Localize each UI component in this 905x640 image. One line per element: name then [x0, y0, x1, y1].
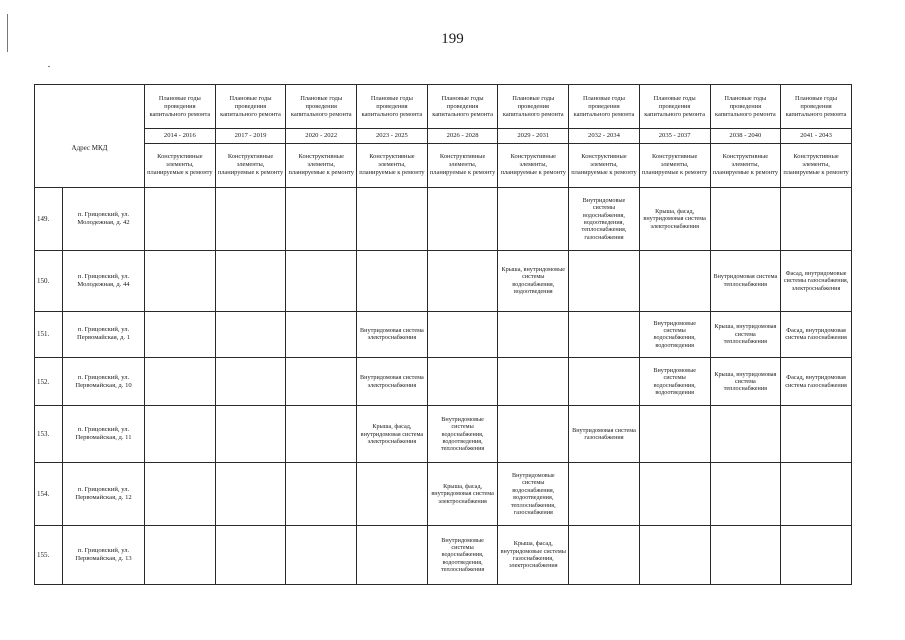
repair-cell: Внутридомовые системы водоснабжения, водоотведения, теплоснабжения, газоснабжения — [498, 463, 569, 526]
repair-cell — [781, 463, 852, 526]
period-years-8: 2038 - 2040 — [710, 129, 781, 144]
header-row-titles — [35, 85, 852, 129]
repair-cell — [145, 311, 216, 357]
table-row — [35, 250, 852, 311]
repair-cell — [286, 358, 357, 406]
period-years-6: 2032 - 2034 — [569, 129, 640, 144]
repair-cell: Внутридомовая система теплоснабжения — [710, 250, 781, 311]
period-years-9: 2041 - 2043 — [781, 129, 852, 144]
period-years-3: 2023 - 2025 — [357, 129, 428, 144]
repair-cell — [639, 526, 710, 585]
repair-cell: Внутридомовые системы водоснабжения, водоотведения — [639, 358, 710, 406]
repair-cell — [710, 463, 781, 526]
repair-cell: Внутридомовые системы водоснабжения, водоотведения, теплоснабжения — [427, 526, 498, 585]
period-elements-4: Конструктивные элементы, планируемые к ремонту — [427, 143, 498, 187]
repair-cell — [569, 463, 640, 526]
repair-cell — [357, 526, 428, 585]
repair-cell — [498, 311, 569, 357]
period-title-6: Плановые годы проведения капитального ремонта — [569, 85, 640, 129]
repair-cell — [569, 358, 640, 406]
period-elements-5: Конструктивные элементы, планируемые к ремонту — [498, 143, 569, 187]
row-number: 149. — [35, 187, 63, 250]
repair-cell — [215, 526, 286, 585]
repair-cell — [215, 187, 286, 250]
repair-cell: Внутридомовые системы водоснабжения, водоотведения, теплоснабжения, газоснабжения — [569, 187, 640, 250]
row-address: п. Грицовский, ул. Первомайская, д. 12 — [63, 463, 145, 526]
repair-cell — [286, 406, 357, 463]
repair-cell — [286, 311, 357, 357]
period-years-2: 2020 - 2022 — [286, 129, 357, 144]
repair-cell: Крыша, фасад, внутридомовая система электроснабжения — [427, 463, 498, 526]
repair-cell — [286, 463, 357, 526]
repair-cell — [710, 526, 781, 585]
capital-repair-table — [34, 84, 852, 585]
repair-cell — [357, 250, 428, 311]
row-address: п. Грицовский, ул. Первомайская, д. 11 — [63, 406, 145, 463]
row-address: п. Грицовский, ул. Первомайская, д. 10 — [63, 358, 145, 406]
repair-cell: Крыша, внутридомовые системы водоснабжения, водоотведения — [498, 250, 569, 311]
table-row — [35, 187, 852, 250]
repair-cell — [639, 463, 710, 526]
repair-cell: Фасад, внутридомовая система газоснабжения — [781, 311, 852, 357]
period-elements-1: Конструктивные элементы, планируемые к ремонту — [215, 143, 286, 187]
repair-cell: Крыша, фасад, внутридомовые системы газоснабжения, электроснабжения — [498, 526, 569, 585]
repair-cell — [569, 311, 640, 357]
page-number: 199 — [441, 31, 464, 47]
address-header: Адрес МКД — [35, 85, 145, 188]
repair-cell: Внутридомовые системы водоснабжения, водоотведения — [639, 311, 710, 357]
row-address: п. Грицовский, ул. Первомайская, д. 1 — [63, 311, 145, 357]
repair-cell — [781, 526, 852, 585]
repair-cell — [215, 311, 286, 357]
repair-cell: Внутридомовая система газоснабжения — [569, 406, 640, 463]
period-title-3: Плановые годы проведения капитального ремонта — [357, 85, 428, 129]
row-number: 153. — [35, 406, 63, 463]
repair-cell — [781, 187, 852, 250]
repair-cell — [639, 406, 710, 463]
table-row — [35, 406, 852, 463]
header-row-years — [35, 129, 852, 144]
repair-cell — [145, 526, 216, 585]
scan-mark-left — [7, 14, 8, 52]
period-elements-3: Конструктивные элементы, планируемые к ремонту — [357, 143, 428, 187]
period-years-5: 2029 - 2031 — [498, 129, 569, 144]
period-elements-7: Конструктивные элементы, планируемые к ремонту — [639, 143, 710, 187]
repair-cell — [357, 463, 428, 526]
row-number: 154. — [35, 463, 63, 526]
period-years-7: 2035 - 2037 — [639, 129, 710, 144]
repair-cell — [710, 187, 781, 250]
repair-cell — [357, 187, 428, 250]
repair-cell — [286, 250, 357, 311]
row-address: п. Грицовский, ул. Молодежная, д. 44 — [63, 250, 145, 311]
repair-cell — [145, 358, 216, 406]
repair-cell: Крыша, фасад, внутридомовая система электроснабжения — [639, 187, 710, 250]
repair-cell — [215, 250, 286, 311]
row-number: 152. — [35, 358, 63, 406]
repair-cell — [145, 406, 216, 463]
repair-cell — [569, 526, 640, 585]
header-row-elements — [35, 143, 852, 187]
repair-cell — [215, 463, 286, 526]
period-elements-8: Конструктивные элементы, планируемые к ремонту — [710, 143, 781, 187]
repair-cell: Крыша, внутридомовая система теплоснабжения — [710, 311, 781, 357]
row-number: 155. — [35, 526, 63, 585]
repair-cell — [639, 250, 710, 311]
period-title-9: Плановые годы проведения капитального ремонта — [781, 85, 852, 129]
repair-cell — [215, 358, 286, 406]
period-title-5: Плановые годы проведения капитального ремонта — [498, 85, 569, 129]
repair-cell: Фасад, внутридомовые системы газоснабжения, электроснабжения — [781, 250, 852, 311]
period-years-4: 2026 - 2028 — [427, 129, 498, 144]
row-number: 151. — [35, 311, 63, 357]
repair-cell — [710, 406, 781, 463]
repair-cell — [427, 250, 498, 311]
period-elements-6: Конструктивные элементы, планируемые к ремонту — [569, 143, 640, 187]
repair-cell — [427, 311, 498, 357]
period-years-0: 2014 - 2016 — [145, 129, 216, 144]
table-row — [35, 358, 852, 406]
period-elements-9: Конструктивные элементы, планируемые к ремонту — [781, 143, 852, 187]
row-address: п. Грицовский, ул. Первомайская, д. 13 — [63, 526, 145, 585]
repair-cell — [145, 463, 216, 526]
repair-cell: Крыша, внутридомовая система теплоснабжения — [710, 358, 781, 406]
repair-cell — [498, 406, 569, 463]
repair-cell — [427, 187, 498, 250]
repair-cell — [145, 250, 216, 311]
period-years-1: 2017 - 2019 — [215, 129, 286, 144]
repair-cell — [569, 250, 640, 311]
repair-cell: Крыша, фасад, внутридомовая система электроснабжения — [357, 406, 428, 463]
table-row — [35, 463, 852, 526]
repair-cell — [498, 187, 569, 250]
period-title-7: Плановые годы проведения капитального ремонта — [639, 85, 710, 129]
repair-cell — [781, 406, 852, 463]
period-title-2: Плановые годы проведения капитального ремонта — [286, 85, 357, 129]
repair-cell — [145, 187, 216, 250]
repair-cell — [498, 358, 569, 406]
period-elements-2: Конструктивные элементы, планируемые к ремонту — [286, 143, 357, 187]
period-title-4: Плановые годы проведения капитального ремонта — [427, 85, 498, 129]
table-row — [35, 311, 852, 357]
table-row — [35, 526, 852, 585]
repair-cell: Фасад, внутридомовая система газоснабжения — [781, 358, 852, 406]
repair-cell: Внутридомовая система электроснабжения — [357, 311, 428, 357]
row-address: п. Грицовский, ул. Молодежная, д. 42 — [63, 187, 145, 250]
repair-cell: Внутридомовая система электроснабжения — [357, 358, 428, 406]
period-title-0: Плановые годы проведения капитального ремонта — [145, 85, 216, 129]
repair-cell — [427, 358, 498, 406]
repair-cell — [286, 187, 357, 250]
repair-cell — [215, 406, 286, 463]
repair-cell — [286, 526, 357, 585]
period-title-1: Плановые годы проведения капитального ремонта — [215, 85, 286, 129]
period-title-8: Плановые годы проведения капитального ремонта — [710, 85, 781, 129]
period-elements-0: Конструктивные элементы, планируемые к ремонту — [145, 143, 216, 187]
row-number: 150. — [35, 250, 63, 311]
repair-cell: Внутридомовые системы водоснабжения, водоотведения, теплоснабжения — [427, 406, 498, 463]
scan-mark-dot — [48, 66, 50, 67]
